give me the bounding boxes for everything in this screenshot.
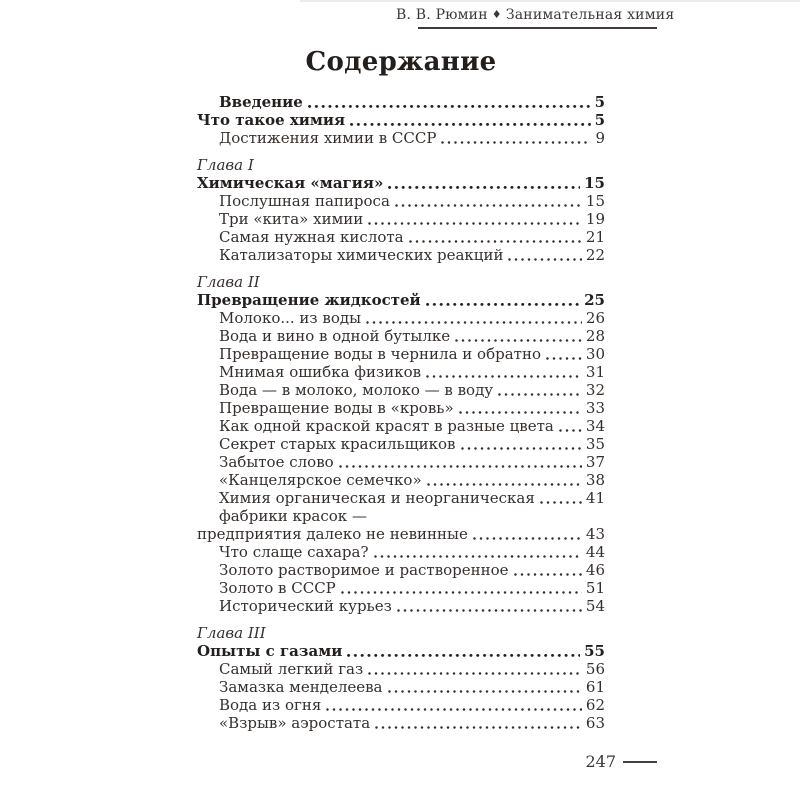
dot-leader bbox=[326, 708, 582, 711]
dot-leader bbox=[368, 672, 582, 675]
toc-entry-page: 43 bbox=[585, 525, 605, 543]
toc-entry-row bbox=[197, 363, 605, 381]
toc-entry-row bbox=[197, 525, 605, 543]
toc-entry-page: 41 bbox=[585, 489, 605, 507]
dot-leader bbox=[426, 375, 582, 378]
toc-entry-label: Химия органическая и неорганическая bbox=[219, 489, 535, 507]
toc-entry-label: Превращение жидкостей bbox=[197, 291, 421, 309]
toc-entry-page: 46 bbox=[585, 561, 605, 579]
toc-entry-row bbox=[197, 597, 605, 615]
toc-entry-page: 63 bbox=[585, 714, 605, 732]
dot-leader bbox=[498, 393, 582, 396]
toc-entry-page: 32 bbox=[585, 381, 605, 399]
toc-entry-page: 54 bbox=[585, 597, 605, 615]
toc-entry-label: Золото в СССР bbox=[219, 579, 336, 597]
toc-entry-page: 25 bbox=[584, 291, 605, 309]
toc-entry-row bbox=[197, 489, 605, 507]
toc-entry-label: фабрики красок — bbox=[219, 507, 367, 525]
dot-leader bbox=[375, 726, 582, 729]
page-footer bbox=[585, 752, 657, 772]
dot-leader bbox=[374, 555, 582, 558]
dot-leader bbox=[368, 222, 582, 225]
toc-entry-label: «Взрыв» аэростата bbox=[219, 714, 371, 732]
toc-entry-label: Секрет старых красильщиков bbox=[219, 435, 456, 453]
dot-leader bbox=[441, 141, 591, 144]
toc-entry-row bbox=[197, 561, 605, 579]
toc-entry-page: 33 bbox=[585, 399, 605, 417]
header-rule bbox=[418, 27, 657, 29]
toc-entry-row bbox=[197, 309, 605, 327]
toc-entry-label: Послушная папироса bbox=[219, 192, 390, 210]
toc-entry-label: Исторический курьез bbox=[219, 597, 392, 615]
toc-entry-page: 31 bbox=[585, 363, 605, 381]
toc-entry-row bbox=[197, 129, 605, 147]
dot-leader bbox=[341, 591, 582, 594]
toc-entry-label: Что такое химия bbox=[197, 111, 346, 129]
toc-entry-label: Как одной краской красят в разные цвета bbox=[219, 417, 554, 435]
toc-entry-label: Глава I bbox=[197, 156, 254, 174]
toc-entry-row bbox=[197, 543, 605, 561]
dot-leader bbox=[395, 204, 582, 207]
toc-entry-row bbox=[197, 93, 605, 111]
toc-entry-label: Катализаторы химических реакций bbox=[219, 246, 504, 264]
dot-leader bbox=[388, 690, 582, 693]
running-header bbox=[396, 6, 674, 25]
toc-chapter-row bbox=[197, 273, 605, 291]
toc-entry-label: Вода — в молоко, молоко — в воду bbox=[219, 381, 494, 399]
toc-chapter-row bbox=[197, 624, 605, 642]
toc-entry-page: 15 bbox=[584, 174, 605, 192]
toc-entry-page: 5 bbox=[594, 93, 605, 111]
toc-entry-label: Замазка менделеева bbox=[219, 678, 383, 696]
toc-entry-label: Золото растворимое и растворенное bbox=[219, 561, 509, 579]
dot-leader bbox=[455, 339, 582, 342]
toc-entry-label: Молоко... из воды bbox=[219, 309, 362, 327]
toc-entry-row bbox=[197, 579, 605, 597]
toc-entry-page: 55 bbox=[584, 642, 605, 660]
toc-entry-label: Достижения химии в СССР bbox=[219, 129, 437, 147]
dot-leader bbox=[347, 654, 580, 657]
dot-leader bbox=[473, 537, 582, 540]
dot-leader bbox=[559, 429, 582, 432]
toc-entry-label: предприятия далеко не невинные bbox=[197, 525, 468, 543]
toc-entry-label: Глава II bbox=[197, 273, 260, 291]
toc-entry-row bbox=[197, 174, 605, 192]
toc-entry-row bbox=[197, 111, 605, 129]
toc-entry-label: Введение bbox=[219, 93, 303, 111]
toc-entry-page: 26 bbox=[585, 309, 605, 327]
dot-leader bbox=[461, 447, 582, 450]
dot-leader bbox=[540, 501, 582, 504]
toc-entry-label: Три «кита» химии bbox=[219, 210, 364, 228]
toc-entry-page: 62 bbox=[585, 696, 605, 714]
toc-entry-row bbox=[197, 381, 605, 399]
dot-leader bbox=[459, 411, 582, 414]
toc-entry-label: Превращение воды в «кровь» bbox=[219, 399, 454, 417]
dot-leader bbox=[397, 609, 582, 612]
toc-entry-page: 5 bbox=[594, 111, 605, 129]
page-number: 247 bbox=[585, 752, 616, 771]
toc-entry-row bbox=[197, 642, 605, 660]
toc-entry-row bbox=[197, 453, 605, 471]
toc-entry-label: Что слаще сахара? bbox=[219, 543, 369, 561]
dot-leader bbox=[308, 105, 591, 108]
toc-entry-page: 44 bbox=[585, 543, 605, 561]
toc-entry-page: 30 bbox=[585, 345, 605, 363]
toc-entry-page: 19 bbox=[585, 210, 605, 228]
toc-entry-row bbox=[197, 678, 605, 696]
toc-entry-label: Глава III bbox=[197, 624, 266, 642]
page-scan-edge bbox=[300, 0, 800, 2]
dot-leader bbox=[366, 321, 582, 324]
toc-entry-label: Вода из огня bbox=[219, 696, 322, 714]
toc-entry-row bbox=[197, 696, 605, 714]
toc-entry-row bbox=[197, 507, 605, 525]
dot-leader bbox=[426, 303, 580, 306]
toc-entry-label: Самая нужная кислота bbox=[219, 228, 404, 246]
toc-entry-page: 38 bbox=[585, 471, 605, 489]
dot-leader bbox=[546, 357, 582, 360]
toc-entry-row bbox=[197, 399, 605, 417]
toc-entry-page: 37 bbox=[585, 453, 605, 471]
toc-entry-row bbox=[197, 435, 605, 453]
toc-entry-row bbox=[197, 714, 605, 732]
toc-entry-row bbox=[197, 291, 605, 309]
toc-entry-page: 51 bbox=[585, 579, 605, 597]
toc-entry-row bbox=[197, 660, 605, 678]
toc-entry-row bbox=[197, 228, 605, 246]
diamond-icon: ♦ bbox=[491, 8, 502, 21]
toc-entry-label: Мнимая ошибка физиков bbox=[219, 363, 422, 381]
toc-chapter-row bbox=[197, 156, 605, 174]
dot-leader bbox=[427, 483, 582, 486]
toc-entry-row bbox=[197, 417, 605, 435]
toc-entry-label: Превращение воды в чернила и обратно bbox=[219, 345, 541, 363]
dot-leader bbox=[339, 465, 582, 468]
footer-dash bbox=[623, 761, 657, 763]
toc-entry-page: 21 bbox=[585, 228, 605, 246]
dot-leader bbox=[350, 123, 590, 126]
dot-leader bbox=[508, 258, 581, 261]
toc-entry-label: Опыты с газами bbox=[197, 642, 343, 660]
toc-entry-page: 34 bbox=[585, 417, 605, 435]
toc-entry-page: 15 bbox=[585, 192, 605, 210]
header-author: В. В. Рюмин bbox=[396, 7, 488, 23]
toc-entry-row bbox=[197, 345, 605, 363]
toc-entry-label: Забытое слово bbox=[219, 453, 334, 471]
dot-leader bbox=[514, 573, 582, 576]
page-title: Содержание bbox=[305, 47, 497, 77]
toc-entry-label: Самый легкий газ bbox=[219, 660, 364, 678]
toc-entry-label: Вода и вино в одной бутылке bbox=[219, 327, 451, 345]
toc-entry-page: 56 bbox=[585, 660, 605, 678]
header-book-title: Занимательная химия bbox=[505, 7, 675, 23]
dot-leader bbox=[388, 186, 580, 189]
toc-entry-row bbox=[197, 192, 605, 210]
toc-entry-row bbox=[197, 210, 605, 228]
dot-leader bbox=[409, 240, 582, 243]
toc-entry-label: «Канцелярское семечко» bbox=[219, 471, 422, 489]
toc-entry-page: 35 bbox=[585, 435, 605, 453]
toc-entry-page: 28 bbox=[585, 327, 605, 345]
toc-entry-page: 61 bbox=[585, 678, 605, 696]
toc-entry-row bbox=[197, 246, 605, 264]
toc-entry-label: Химическая «магия» bbox=[197, 174, 384, 192]
toc-entry-page: 9 bbox=[595, 129, 605, 147]
table-of-contents bbox=[197, 93, 605, 732]
toc-entry-page: 22 bbox=[585, 246, 605, 264]
toc-entry-row bbox=[197, 471, 605, 489]
toc-entry-row bbox=[197, 327, 605, 345]
